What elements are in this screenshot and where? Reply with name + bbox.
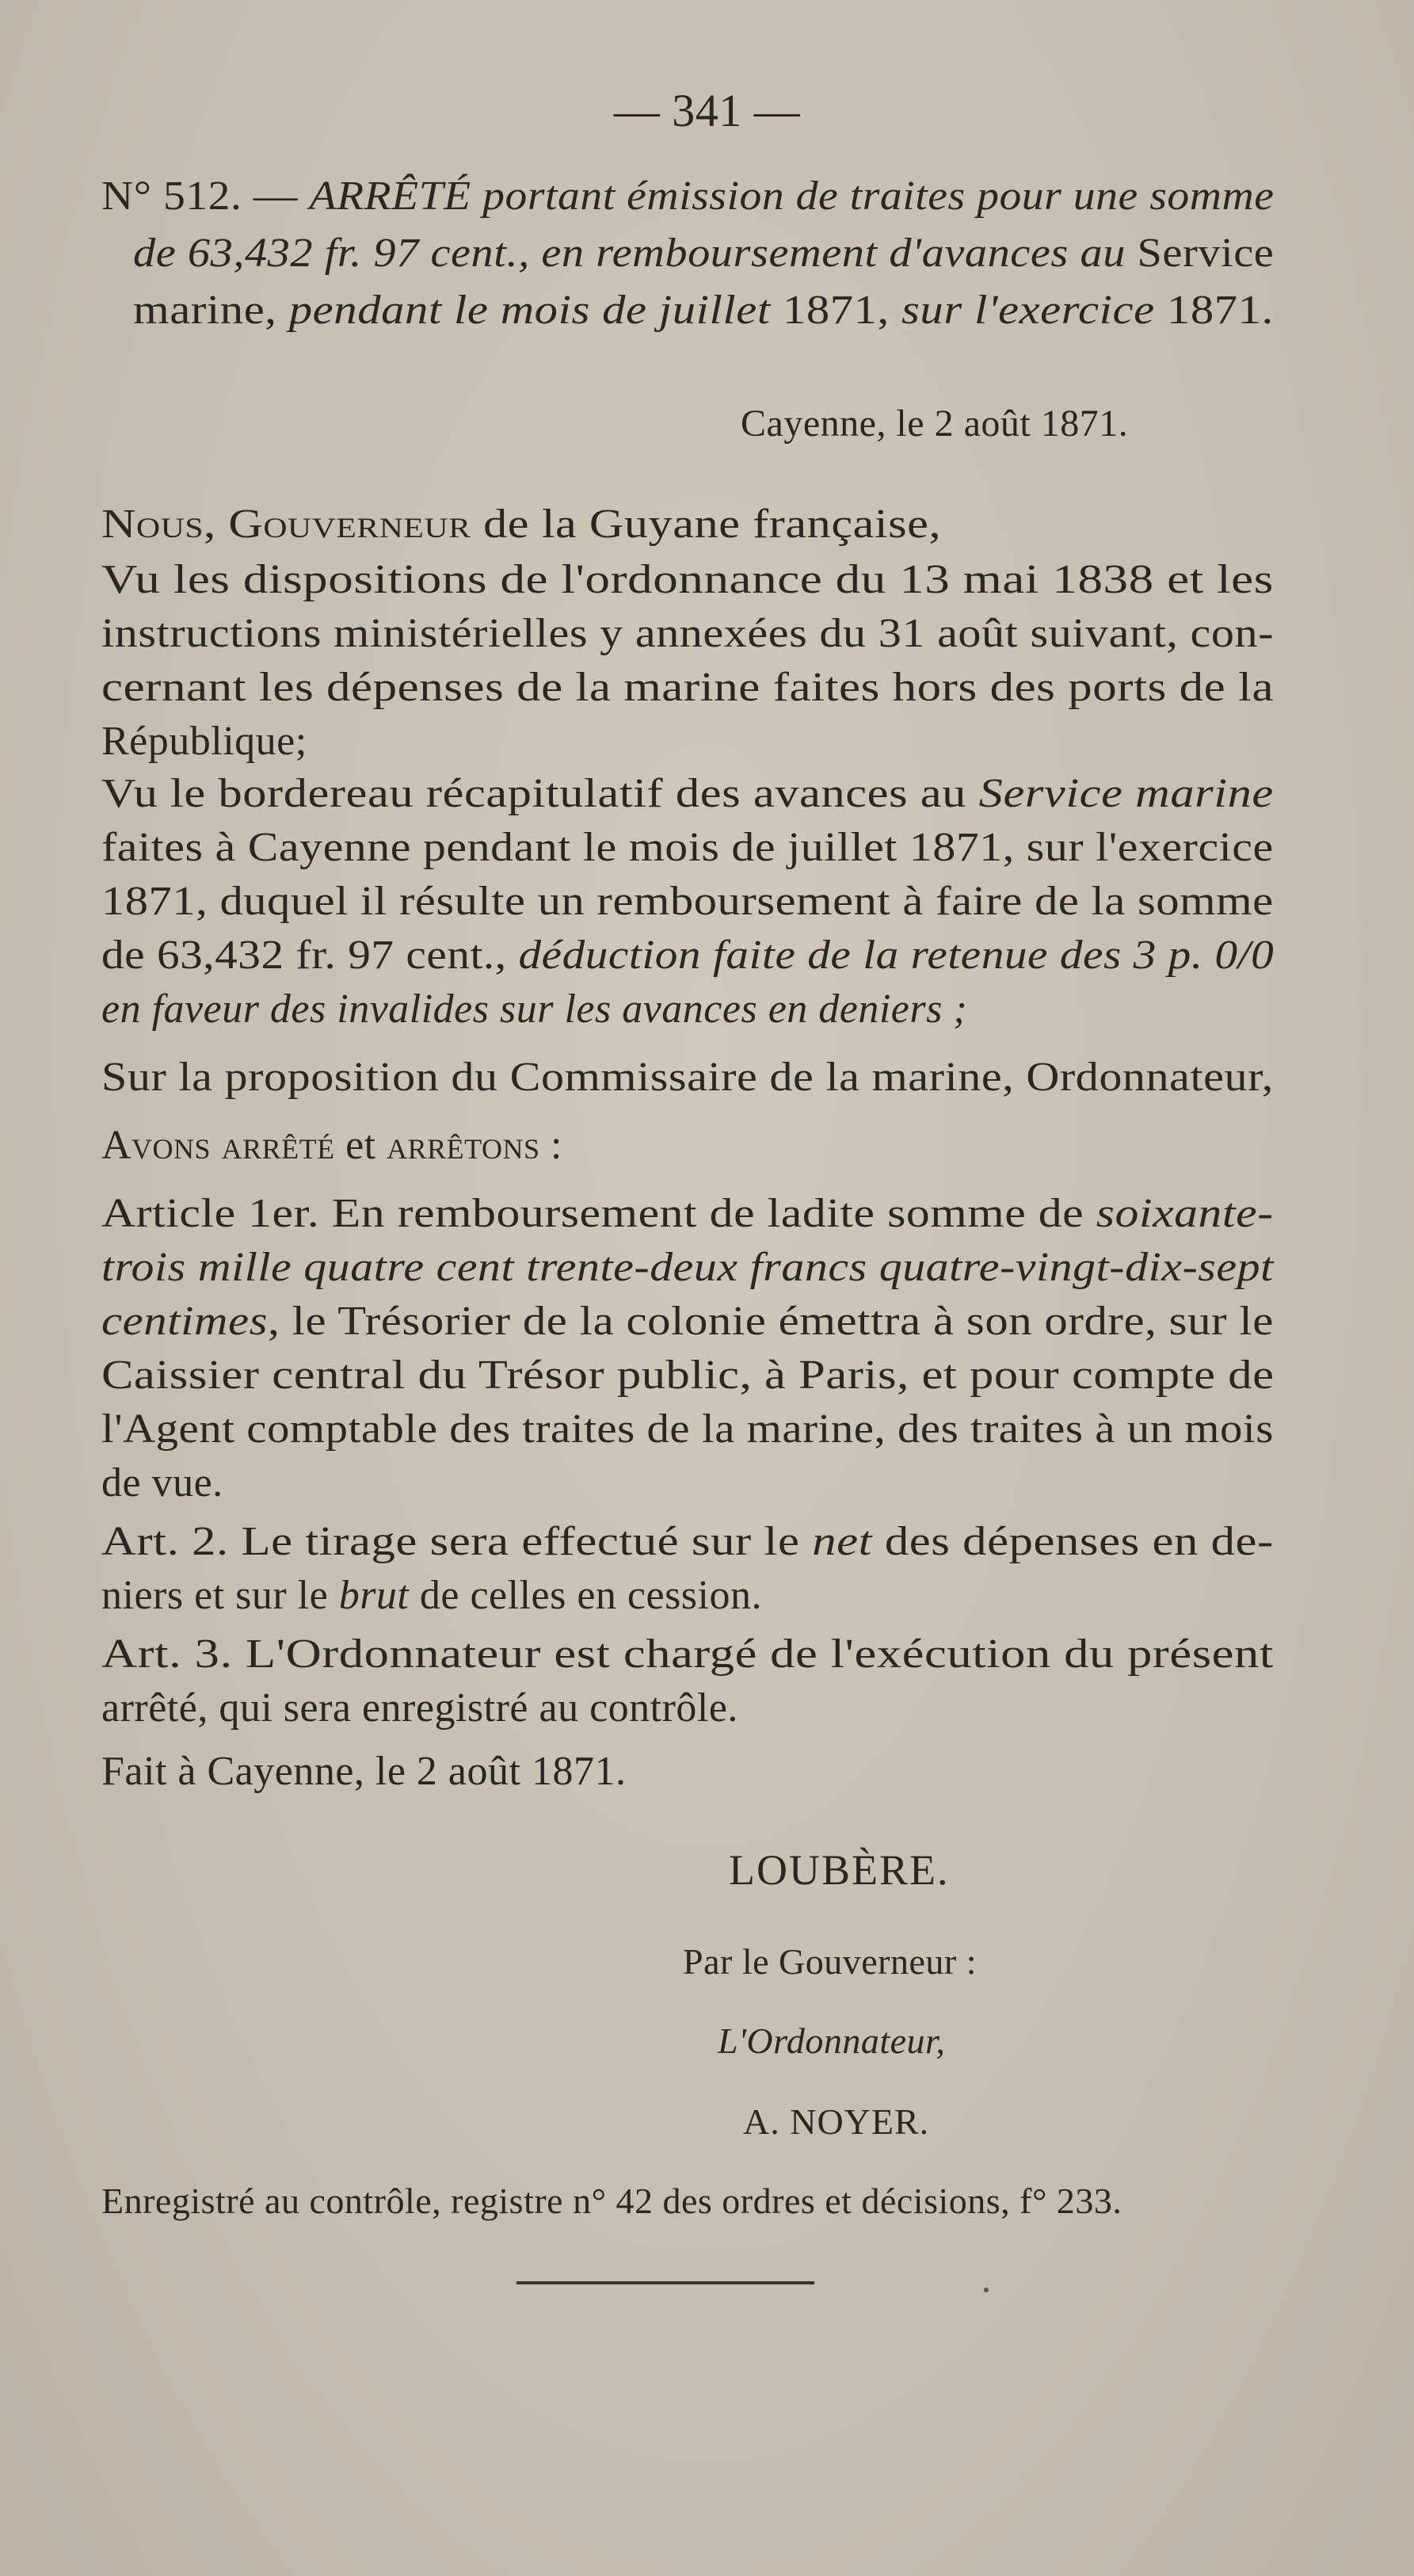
ink-dot — [984, 2288, 989, 2292]
title-line — [133, 287, 1274, 334]
body-text: Article 1er. En remboursement de ladite somme de — [101, 1191, 1096, 1236]
body-text: instructions ministérielles y annexées du 31 août suivant, con- — [101, 611, 1274, 656]
body-line — [101, 1190, 1274, 1238]
title-text: sur l'exercice — [901, 288, 1167, 333]
body-line — [101, 932, 1274, 979]
body-text: faites à Cayenne pendant le mois de juillet 1871, sur l'exercice — [101, 825, 1274, 870]
body-text: des dépenses en de- — [872, 1519, 1274, 1564]
body-text: déduction faite de la retenue des 3 p. 0/0 — [518, 933, 1275, 978]
body-text: de 63,432 fr. 97 cent., — [101, 933, 519, 978]
closing-rule — [516, 2281, 814, 2284]
page-number-header: — 341 — — [613, 85, 801, 136]
body-text: de celles en cession. — [409, 1573, 762, 1618]
body-text: , le Trésorier de la colonie émettra à son ordre, sur le — [268, 1299, 1274, 1344]
body-text: Nous, Gouverneur — [101, 502, 471, 547]
place-date: Cayenne, le 2 août 1871. — [741, 403, 1129, 445]
signature-par-le-gouverneur: Par le Gouverneur : — [683, 1941, 977, 1982]
body-text: brut — [338, 1573, 410, 1618]
body-line — [101, 1518, 1274, 1566]
body-text: Sur la proposition du Commissaire de la marine, Ordonnateur, — [101, 1055, 1274, 1100]
body-line — [101, 718, 307, 765]
title-text: 1871, — [782, 288, 902, 333]
body-text: l'Agent comptable des traites de la marine, des traites à un mois — [101, 1406, 1274, 1452]
body-text: en faveur des invalides sur les avances en deniers ; — [101, 987, 968, 1032]
body-text: Art. 2. Le tirage sera effectué sur le — [101, 1519, 813, 1564]
body-line — [101, 1054, 1274, 1101]
body-text: République; — [101, 719, 307, 764]
body-line — [101, 824, 1274, 872]
title-line — [101, 173, 1274, 220]
registration-note: Enregistré au contrôle, registre n° 42 des ordres et décisions, f° 233. — [101, 2181, 1122, 2221]
body-line — [101, 664, 1274, 712]
body-line — [101, 1685, 738, 1732]
body-text: et — [334, 1123, 387, 1168]
body-line — [101, 556, 1274, 604]
body-text: centimes — [101, 1299, 269, 1344]
title-text: fr. 97 cent., en remboursement d'avances au — [324, 231, 1138, 276]
body-text: 1871, duquel il résulte un remboursement à faire de la somme — [101, 879, 1274, 924]
body-line — [101, 610, 1274, 658]
body-text: arrêtons — [387, 1123, 540, 1168]
body-text: Fait à Cayenne, le 2 août 1871. — [101, 1749, 627, 1794]
title-line — [133, 230, 1274, 277]
body-text: arrêté, qui sera enregistré au contrôle. — [101, 1685, 738, 1731]
body-text: Vu les dispositions de l'ordonnance du 13 mai 1838 et les — [101, 557, 1274, 602]
body-line — [101, 1748, 626, 1796]
body-line — [101, 1122, 562, 1170]
title-text: ARRÊTÉ portant émission de traites pour une somme — [309, 174, 1275, 219]
body-line — [101, 1406, 1274, 1453]
signature-name: LOUBÈRE. — [729, 1846, 950, 1894]
body-text: Service marine — [978, 771, 1274, 816]
body-text: de vue. — [101, 1460, 223, 1506]
body-text: cernant les dépenses de la marine faites hors des ports de la — [101, 665, 1275, 710]
body-text: net — [812, 1519, 873, 1564]
body-line — [101, 1352, 1275, 1399]
title-text: pendant le mois de juillet — [288, 288, 783, 333]
body-line — [101, 878, 1274, 925]
body-line — [101, 1298, 1274, 1345]
body-text: Avons arrêté — [101, 1123, 335, 1168]
body-text: Vu le bordereau récapitulatif des avances au — [101, 771, 979, 816]
title-text: marine, — [133, 288, 289, 333]
body-line — [101, 1244, 1274, 1292]
title-text: N° 512. — — [101, 174, 310, 219]
body-line — [101, 770, 1274, 818]
body-text: niers et sur le — [101, 1573, 339, 1618]
body-text: : — [539, 1123, 562, 1168]
body-text: Caissier central du Trésor public, à Paris, et pour compte de — [101, 1353, 1275, 1398]
body-text: Art. 3. L'Ordonnateur est chargé de l'exécution du présent — [101, 1631, 1274, 1677]
title-text: 1871. — [1166, 288, 1274, 333]
title-text: Service — [1137, 231, 1275, 276]
signature-role: L'Ordonnateur, — [718, 2021, 946, 2061]
body-text: soixante- — [1096, 1191, 1274, 1236]
body-line — [101, 986, 967, 1033]
body-line — [101, 501, 941, 548]
body-line — [101, 1631, 1274, 1678]
body-line — [101, 1572, 762, 1620]
body-text: de la Guyane française, — [471, 502, 942, 547]
body-line — [101, 1460, 223, 1507]
body-text: trois mille quatre cent trente-deux francs quatre-vingt-dix-sept — [101, 1245, 1274, 1290]
signature-second-name: A. NOYER. — [743, 2101, 930, 2142]
title-text: de 63,432 — [133, 231, 325, 276]
